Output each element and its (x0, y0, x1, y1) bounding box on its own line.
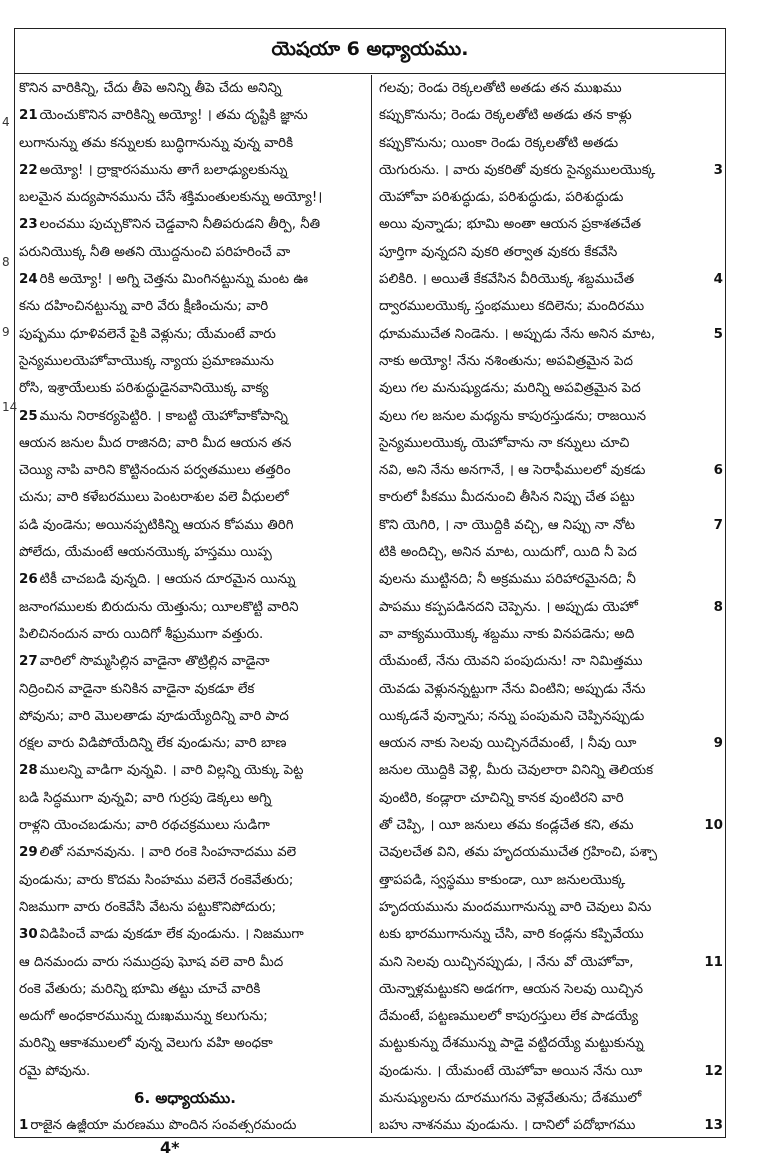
verse-text: అయి వున్నాడు; భూమి అంతా ఆయన ప్రకాశతచేత (379, 217, 642, 233)
verse-text: ఆయన నాకు సెలవు యిచ్చినదేమంటే, । నీవు యీ (379, 736, 637, 752)
verse-text: కను దహించినట్టున్ను వారి వేరు క్షీణించును; వారి (19, 299, 269, 315)
right-column (373, 75, 725, 1133)
verse-text: యెన్నాళ్లమట్టుకని అడగగా, ఆయన సెలవు యిచ్చిన (379, 981, 644, 997)
verse-number: 11 (704, 954, 723, 970)
margin-mark: 14 (2, 400, 18, 414)
margin-mark: 9 (2, 325, 10, 339)
text-line (15, 949, 371, 976)
text-line (15, 293, 371, 320)
verse-number: 24 (19, 272, 38, 288)
verse-text: అయ్యో! । ద్రాక్షారసమును తాగే బలాఢ్యులకున్ను (39, 162, 288, 178)
text-line (15, 621, 371, 648)
verse-number: 23 (19, 217, 38, 233)
margin-mark: 4 (2, 115, 10, 129)
verse-text: పాపము కప్పపడినదని చెప్పెను. । అప్పుడు యెహో (379, 599, 638, 615)
text-line (15, 976, 371, 1003)
text-line (15, 539, 371, 566)
verse-text: వుంటిరి, కండ్లారా చూచిన్ని కానక వుంటిరని వారి (379, 790, 624, 806)
verse-text: జనుల యొద్దికి వెళ్లి, మీరు చెవులారా వినిన్ని తెలియక (379, 763, 654, 779)
verse-text: యెహోవా పరిశుద్ధుడు, పరిశుద్ధుడు, పరిశుద్ధుడు (379, 190, 624, 206)
verse-text: గలవు; రెండు రెక్కలతోటి అతడు తన ముఖము (379, 81, 622, 96)
text-line (373, 403, 725, 430)
verse-number: 30 (19, 927, 38, 943)
text-line (373, 1003, 725, 1030)
verse-text: జనాంగములకు బిరుదును యెత్తును; యీలకొట్టి వారిని (19, 599, 299, 615)
text-line (373, 1112, 725, 1133)
text-line (15, 184, 371, 211)
text-line (373, 348, 725, 375)
text-line (373, 594, 725, 621)
text-line (373, 566, 725, 593)
verse-text: బడి సిద్ధముగా వున్నవి; వారి గుర్రపు డెక్కలు అగ్ని (19, 790, 272, 806)
text-line (373, 812, 725, 839)
verse-text: మట్టుకున్ను దేశమున్ను పాడై వట్టిదయ్యే మట్టుకున్ను (379, 1036, 644, 1052)
text-line (15, 75, 371, 102)
chapter-heading: 6. అధ్యాయము. (134, 1088, 236, 1107)
margin-mark: 8 (2, 255, 10, 269)
text-line (373, 266, 725, 293)
verse-text: రక్షల వారు విడిపోయేదిన్ని లేక వుండును; వారి బాణ (19, 736, 287, 752)
text-line (15, 1003, 371, 1030)
verse-text: పలికిరి. । అయితే కేకవేసిన వీరియొక్క శబ్దముచేత (379, 272, 635, 288)
text-line (373, 1085, 725, 1112)
text-line (373, 757, 725, 784)
text-line (373, 921, 725, 948)
verse-text: ఆయన జనుల మీద రాజినది; వారి మీద ఆయన తన (19, 435, 292, 451)
verse-text: సైన్యములయెహోవాయొక్క న్యాయ ప్రమాణమును (19, 353, 274, 369)
verse-text: పూర్తిగా వున్నదని వుకరి తర్వాత వుకరు కేకవేసి (379, 244, 618, 260)
verse-text: రంకె వేతురు; మరిన్ని భూమి తట్టు చూచే వారికి (19, 981, 261, 997)
verse-text: యిక్కడనే వున్నాను; నన్ను పంపుమని చెప్పినప్పుడు (379, 708, 645, 724)
verse-text: లుగానున్ను తమ కన్నులకు బుద్ధిగానున్ను వున్న వారికి (19, 135, 294, 151)
text-line (373, 785, 725, 812)
verse-text: త్తాపపడి, స్వస్థము కాకుండా, యీ జనులయొక్క (379, 872, 626, 888)
verse-number: 9 (713, 736, 723, 752)
verse-text: కారులో పీకము మీదనుంచి తీసిన నిప్పు చేత పట్టు (379, 490, 635, 506)
verse-number: 10 (704, 818, 723, 834)
verse-text: వారిలో సొమ్మసిల్లిన వాడైనా తొట్రిల్లిన వాడైనా (39, 654, 270, 670)
text-line (15, 676, 371, 703)
verse-number: 29 (19, 845, 38, 861)
verse-text: మరిన్ని ఆకాశములలో వున్న వెలుగు వహి అంధకా (19, 1036, 273, 1052)
text-line (373, 157, 725, 184)
text-line (15, 348, 371, 375)
text-line (373, 211, 725, 238)
text-line (15, 102, 371, 129)
text-line (373, 676, 725, 703)
text-line (15, 157, 371, 184)
text-line (15, 266, 371, 293)
verse-text: వులు గల మనుష్యుడను; మరిన్ని అపవిత్రమైన పెద (379, 381, 641, 397)
text-line (373, 184, 725, 211)
text-line (15, 321, 371, 348)
verse-number: 27 (19, 654, 38, 670)
verse-text: రోసి, ఇశ్రాయేలుకు పరిశుద్ధుడైనవానియొక్క వాక్య (19, 381, 269, 397)
text-line (373, 484, 725, 511)
verse-text: చెవులచేత విని, తమ హృదయముచేత గ్రహించి, పశ్చా (379, 845, 658, 861)
verse-text: పోవును; వారి మొలతాడు వూడుయ్యేదిన్ని వారి పాద (19, 708, 289, 724)
verse-text: చును; వారి కళేబరములు పెంటరాశుల వలె వీధులలో (19, 490, 289, 506)
text-line (373, 430, 725, 457)
text-line (373, 75, 725, 102)
text-line (373, 457, 725, 484)
text-line (373, 321, 725, 348)
verse-text: వా వాక్యముయొక్క శబ్దము నాకు వినపడెను; అది (379, 626, 635, 642)
verse-text: కొనిన వారికిన్ని, చేదు తీపె అనిన్ని తీపె చేదు అనిన్ని (19, 81, 282, 96)
verse-text: మును నిరాకర్యపెట్టిరి. । కాబట్టి యెహోవాకోపాన్ని (39, 408, 288, 424)
verse-text: విడిపించే వాడు వుకడూ లేక వుండును. । నిజముగా (39, 927, 304, 943)
verse-text: టికి అందిచ్చి, అనిన మాట, యిదుగో, యిది నీ పెద (379, 545, 637, 561)
verse-number: 12 (704, 1063, 723, 1079)
page-title: యెషయా 6 అధ్యాయము. (271, 37, 469, 60)
verse-text: ధూమముచేత నిండెను. । అప్పుడు నేను అనిన మాట, (379, 326, 656, 342)
text-line (15, 1030, 371, 1057)
text-line (15, 1058, 371, 1085)
verse-text: పిలిచినందున వారు యిదిగో శీఘ్రముగా వత్తురు. (19, 626, 264, 642)
page-header (15, 29, 725, 74)
text-line (15, 566, 371, 593)
verse-text: చెయ్యి నాపి వారిని కొట్టినందున పర్వతములు తత్తరిం (19, 463, 291, 479)
verse-text: సైన్యములయొక్క యెహోవాను నా కన్నులు చూచి (379, 435, 630, 451)
text-line (15, 648, 371, 675)
text-line (373, 703, 725, 730)
verse-text: రికి అయ్యో! । అగ్ని చెత్తను మింగినట్టున్ను మంట ఊ (39, 272, 308, 288)
text-line (15, 894, 371, 921)
text-line (15, 239, 371, 266)
verse-text: వులు గల జనుల మధ్యను కాపురస్తుడను; రాజయిన (379, 408, 647, 424)
text-line (373, 293, 725, 320)
verse-text: యెగురును. । వారు వుకరితో వుకరు సైన్యములయొక్క (379, 162, 656, 178)
verse-number: 13 (704, 1118, 723, 1133)
verse-text: బహు నాశనము వుండును. । దానిలో పదోభాగము (379, 1118, 636, 1133)
verse-text: కప్పుకొనును; యింకా రెండు రెక్కలతోటి అతడు (379, 135, 619, 151)
text-line (15, 512, 371, 539)
verse-text: ములన్ని వాడిగా వున్నవి. । వారి విల్లన్ని యెక్కు పెట్ట (39, 763, 304, 779)
text-line (373, 621, 725, 648)
verse-text: ఆ దినమందు వారు సముద్రపు ఘోష వలె వారి మీద (19, 954, 284, 970)
text-line (373, 949, 725, 976)
verse-text: హృదయమును మందముగానున్ను వారి చెవులు విను (379, 899, 652, 915)
verse-text: నవి, అని నేను అనగానే, । ఆ సెరాఫీములలో వుకడు (379, 463, 646, 479)
verse-number: 5 (713, 326, 723, 342)
text-line (15, 785, 371, 812)
text-line (15, 867, 371, 894)
verse-text: పోలేదు, యేమంటే ఆయనయొక్క హస్తము యిప్ప (19, 545, 272, 561)
text-line (15, 211, 371, 238)
text-line (15, 457, 371, 484)
verse-number: 22 (19, 162, 38, 178)
scripture-page (14, 28, 726, 1138)
text-line (373, 730, 725, 757)
verse-text: రాళ్లని యెంచబడును; వారి రథచక్రములు సుడిగా (19, 818, 270, 834)
text-line (373, 239, 725, 266)
verse-number: 21 (19, 108, 38, 124)
text-line (15, 730, 371, 757)
text-line (15, 375, 371, 402)
verse-text: వులను ముట్టినది; నీ అక్రమము పరిహారమైనది; నీ (379, 572, 636, 588)
verse-text: టికీ చాచబడి వున్నది. । ఆయన దూరమైన యిన్ను (39, 572, 296, 588)
text-line (15, 594, 371, 621)
verse-text: వుండును; వారు కొదమ సింహము వలెనే రంకెవేతురు; (19, 872, 294, 888)
verse-text: అదుగో అంధకారమున్ను దుఃఖమున్ను కలుగును; (19, 1009, 268, 1025)
text-line (15, 812, 371, 839)
verse-text: లితో సమానవును. । వారి రంకె సింహనాదము వలె (39, 845, 297, 861)
text-line (15, 921, 371, 948)
verse-text: మనుష్యులను దూరముగను వెళ్లవేతును; దేశములో (379, 1090, 642, 1106)
text-line (373, 102, 725, 129)
verse-number: 26 (19, 572, 38, 588)
verse-text: తో చెప్పి, । యీ జనులు తమ కండ్లచేత కని, తమ (379, 818, 634, 834)
verse-number: 28 (19, 763, 38, 779)
verse-text: నిద్రించిన వాడైనా కునికిన వాడైనా వుకడూ లేక (19, 681, 255, 697)
text-line (15, 839, 371, 866)
text-line (373, 976, 725, 1003)
verse-number: 4 (713, 272, 723, 288)
text-line (15, 130, 371, 157)
verse-text: బలమైన మద్యపానమును చేసే శక్తిమంతులకున్ను అయ్యో!। (19, 190, 323, 206)
verse-number: 1 (19, 1118, 29, 1133)
left-column (15, 75, 372, 1133)
text-line (15, 403, 371, 430)
text-line (15, 430, 371, 457)
text-line (15, 1085, 371, 1112)
verse-text: యేమంటే, నేను యెవని పంపుదును! నా నిమిత్తము (379, 654, 643, 670)
verse-text: యెంచుకొనిన వారికిన్ని అయ్యో! । తమ దృష్టికి జ్ఞాను (39, 108, 308, 124)
text-line (15, 703, 371, 730)
text-line (15, 757, 371, 784)
verse-text: పుష్పము ధూళివలెనే పైకి వెళ్లును; యేమంటే వారు (19, 326, 276, 342)
text-line (373, 648, 725, 675)
verse-number: 8 (713, 599, 723, 615)
text-line (373, 130, 725, 157)
verse-text: కొని యెగిరి, । నా యొద్దికి వచ్చి, ఆ నిప్పు నా నోట (379, 517, 635, 533)
verse-text: లంచము పుచ్చుకొనిన చెడ్డవాని నీతిపరుడని తీర్పి, నీతి (39, 217, 321, 233)
verse-number: 3 (713, 162, 723, 178)
verse-text: కప్పుకొనును; రెండు రెక్కలతోటి అతడు తన కాళ్లు (379, 108, 632, 124)
text-line (15, 484, 371, 511)
verse-text: పరునియొక్క నీతి అతని యొద్దనుంచి పరిహరించే వా (19, 244, 291, 260)
text-line (373, 1030, 725, 1057)
page-number: 4* (160, 1138, 180, 1157)
text-line (373, 867, 725, 894)
text-line (373, 839, 725, 866)
verse-text: వుండును. । యేమంటే యెహోవా అయిన నేను యీ (379, 1063, 643, 1079)
verse-text: దేమంటే, పట్టణములలో కాపురస్తులు లేక పాడయ్యే (379, 1009, 639, 1025)
text-line (373, 512, 725, 539)
verse-text: ద్వారములయొక్క స్తంభములు కదిలెను; మందిరము (379, 299, 645, 315)
verse-text: యెవడు వెళ్లునన్నట్టుగా నేను వింటిని; అప్పుడు నేను (379, 681, 646, 697)
verse-text: పడి వుండెను; అయినప్పటికిన్ని ఆయన కోపము తిరిగి (19, 517, 294, 533)
verse-text: టకు భారముగానున్ను చేసి, వారి కండ్లను కప్పివేయు (379, 927, 644, 943)
verse-text: మని సెలవు యిచ్చినప్పుడు, । నేను వో యెహోవా, (379, 954, 634, 970)
verse-number: 25 (19, 408, 38, 424)
text-line (373, 1058, 725, 1085)
verse-number: 7 (713, 517, 723, 533)
text-line (373, 894, 725, 921)
text-line (15, 1112, 371, 1133)
verse-text: నిజముగా వారు రంకెవేసి వేటను పట్టుకొనిపోదురు; (19, 899, 277, 915)
text-line (373, 539, 725, 566)
verse-text: రమై పోవును. (19, 1063, 91, 1079)
verse-text: రాజైన ఉజ్జీయా మరణము పొందిన సంవత్సరమందు (30, 1118, 297, 1133)
verse-text: నాకు అయ్యో! నేను నశింతును; అపవిత్రమైన పెద (379, 353, 633, 369)
text-line (373, 375, 725, 402)
verse-number: 6 (713, 463, 723, 479)
